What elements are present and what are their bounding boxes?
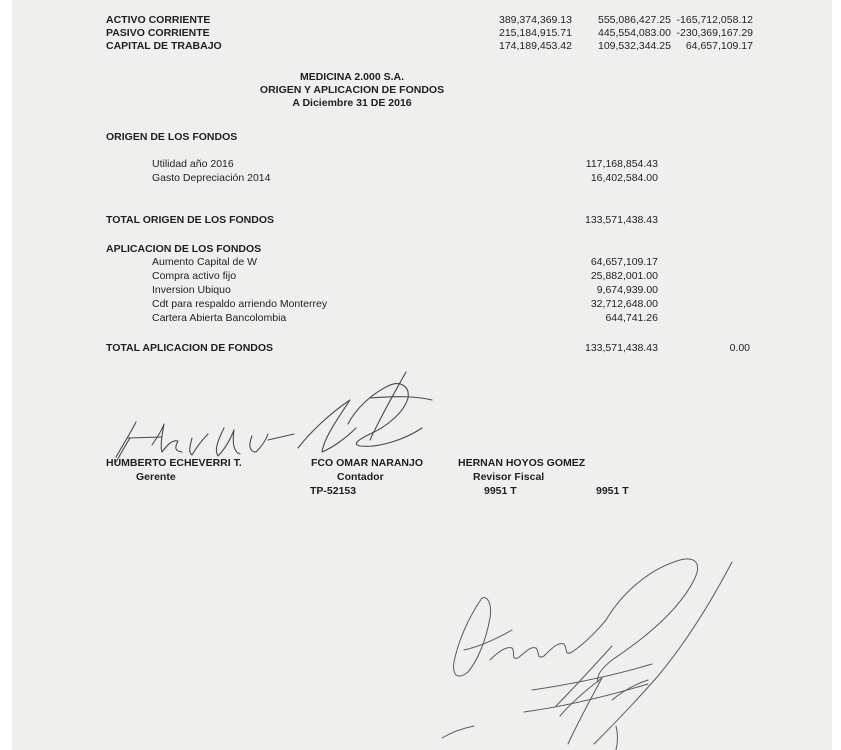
signature-bottom: [12, 0, 832, 750]
aplicacion-item-label: Cartera Abierta Bancolombia: [152, 312, 287, 324]
summary-activo-col3: -165,712,058.12: [676, 14, 753, 26]
summary-label-activo: ACTIVO CORRIENTE: [106, 14, 211, 26]
gerente-role: Gerente: [136, 471, 176, 483]
aplicacion-item-label: Inversion Ubiquo: [152, 284, 231, 296]
aplicacion-item-value: 9,674,939.00: [596, 284, 658, 296]
summary-pasivo-col3: -230,369,167.29: [676, 27, 753, 39]
summary-capital-col2: 109,532,344.25: [598, 40, 671, 52]
origen-total-value: 133,571,438.43: [585, 214, 658, 226]
origen-item-label: Utilidad año 2016: [152, 158, 234, 170]
revisor-tp-extra: 9951 T: [596, 485, 629, 497]
report-date: A Diciembre 31 DE 2016: [292, 97, 412, 109]
summary-capital-col1: 174,189,453.42: [499, 40, 572, 52]
report-title: ORIGEN Y APLICACION DE FONDOS: [259, 84, 445, 96]
contador-name: FCO OMAR NARANJO: [311, 457, 423, 469]
contador-tp: TP-52153: [310, 485, 357, 497]
aplicacion-item-value: 32,712,648.00: [590, 298, 658, 310]
origen-item-value: 16,402,584.00: [590, 172, 658, 184]
summary-capital-col3: 64,657,109.17: [685, 40, 753, 52]
aplicacion-item-value: 644,741.26: [605, 312, 658, 324]
origen-heading: ORIGEN DE LOS FONDOS: [106, 131, 238, 143]
aplicacion-total-label: TOTAL APLICACION DE FONDOS: [106, 342, 274, 354]
summary-pasivo-col1: 215,184,915.71: [499, 27, 572, 39]
summary-pasivo-col2: 445,554,083.00: [598, 27, 671, 39]
document-page: [12, 0, 832, 750]
origen-item-label: Gasto Depreciación 2014: [152, 172, 271, 184]
revisor-tp: 9951 T: [484, 485, 517, 497]
aplicacion-difference: 0.00: [729, 342, 750, 354]
aplicacion-item-label: Compra activo fijo: [152, 270, 237, 282]
revisor-name: HERNAN HOYOS GOMEZ: [458, 457, 586, 469]
revisor-role: Revisor Fiscal: [473, 471, 545, 483]
summary-label-pasivo: PASIVO CORRIENTE: [106, 27, 210, 39]
origen-item-value: 117,168,854.43: [585, 158, 658, 170]
gerente-name: HUMBERTO ECHEVERRI T.: [106, 457, 242, 469]
aplicacion-heading: APLICACION DE LOS FONDOS: [106, 243, 262, 255]
aplicacion-item-label: Aumento Capital de W: [152, 256, 258, 268]
aplicacion-item-label: Cdt para respaldo arriendo Monterrey: [152, 298, 328, 310]
aplicacion-item-value: 64,657,109.17: [590, 256, 658, 268]
summary-activo-col2: 555,086,427.25: [598, 14, 671, 26]
aplicacion-item-value: 25,882,001.00: [590, 270, 658, 282]
contador-role: Contador: [337, 471, 384, 483]
origen-total-label: TOTAL ORIGEN DE LOS FONDOS: [106, 214, 275, 226]
summary-label-capital: CAPITAL DE TRABAJO: [106, 40, 222, 52]
summary-activo-col1: 389,374,369.13: [499, 14, 572, 26]
company-name: MEDICINA 2.000 S.A.: [299, 71, 405, 83]
aplicacion-total-value: 133,571,438.43: [585, 342, 658, 354]
